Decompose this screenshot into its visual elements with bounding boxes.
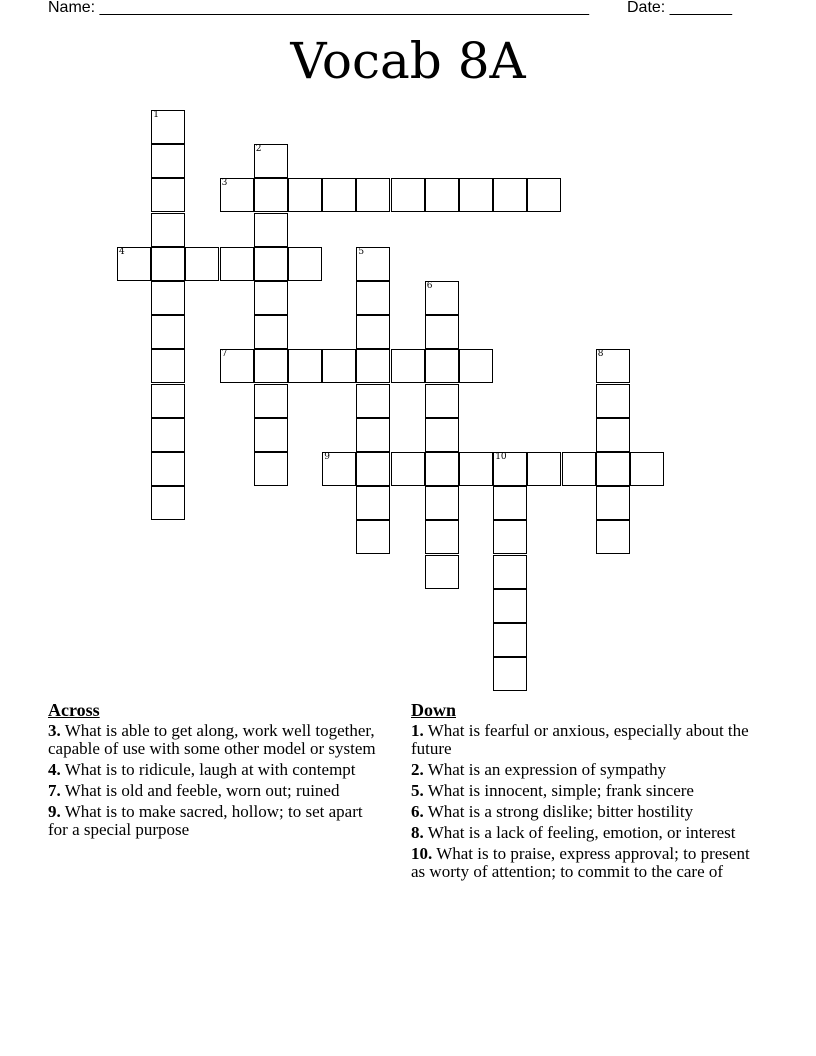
crossword-cell[interactable] <box>151 486 185 520</box>
crossword-cell[interactable] <box>254 418 288 452</box>
crossword-cell[interactable] <box>459 349 493 383</box>
clue-down-6 <box>411 803 766 821</box>
crossword-cell[interactable] <box>527 452 561 486</box>
clue-text: What is to ridicule, laugh at with contempt <box>64 760 356 779</box>
crossword-cell[interactable] <box>151 110 185 144</box>
crossword-cell[interactable] <box>151 144 185 178</box>
crossword-cell[interactable] <box>425 349 459 383</box>
cell-number: 2 <box>255 144 262 155</box>
cell-number: 1 <box>153 110 159 120</box>
crossword-cell[interactable] <box>391 452 425 486</box>
crossword-cell[interactable] <box>322 349 356 383</box>
crossword-cell[interactable] <box>425 178 459 212</box>
crossword-cell[interactable] <box>220 178 254 212</box>
crossword-cell[interactable] <box>356 520 390 554</box>
clue-across-4 <box>48 761 383 779</box>
crossword-cell[interactable] <box>151 349 185 383</box>
crossword-cell[interactable] <box>220 247 254 281</box>
crossword-cell[interactable] <box>493 623 527 657</box>
crossword-cell[interactable] <box>391 349 425 383</box>
crossword-cell[interactable] <box>254 452 288 486</box>
clue-down-10 <box>411 845 766 881</box>
clue-text: What is to praise, express approval; to present as worty of attention; to commit to the care of <box>411 844 750 881</box>
clue-number: 4. <box>48 760 61 779</box>
date-field-label: Date: _______ <box>627 0 732 16</box>
clue-text: What is an expression of sympathy <box>427 760 667 779</box>
crossword-cell[interactable] <box>493 657 527 691</box>
clue-down-8 <box>411 824 766 842</box>
crossword-cell[interactable] <box>493 452 527 486</box>
cell-number: 10 <box>495 452 507 462</box>
crossword-cell[interactable] <box>254 178 288 212</box>
clue-text: What is able to get along, work well together, capable of use with some other model or system <box>48 721 376 758</box>
cell-number: 3 <box>221 178 228 189</box>
crossword-cell[interactable] <box>425 555 459 589</box>
crossword-cell[interactable] <box>391 178 425 212</box>
crossword-cell[interactable] <box>356 486 390 520</box>
clue-across-7 <box>48 782 383 800</box>
clue-down-1 <box>411 722 766 758</box>
clue-text: What is innocent, simple; frank sincere <box>427 781 694 800</box>
crossword-cell[interactable] <box>356 315 390 349</box>
cell-number: 4 <box>119 246 125 257</box>
clue-text: What is old and feeble, worn out; ruined <box>64 781 340 800</box>
clue-text: What is to make sacred, hollow; to set apart for a special purpose <box>48 802 363 839</box>
clue-number: 1. <box>411 721 424 740</box>
crossword-cell[interactable] <box>493 178 527 212</box>
across-heading: Across <box>48 700 100 720</box>
cell-number: 6 <box>426 281 433 291</box>
crossword-cell[interactable] <box>596 486 630 520</box>
crossword-cell[interactable] <box>425 486 459 520</box>
clue-number: 6. <box>411 802 424 821</box>
crossword-cell[interactable] <box>254 144 288 178</box>
crossword-cell[interactable] <box>254 315 288 349</box>
crossword-cell[interactable] <box>425 452 459 486</box>
clue-text: What is fearful or anxious, especially about the future <box>411 721 749 758</box>
crossword-cell[interactable] <box>356 247 390 281</box>
clue-down-5 <box>411 782 766 800</box>
crossword-cell[interactable] <box>425 384 459 418</box>
crossword-cell[interactable] <box>151 247 185 281</box>
crossword-cell[interactable] <box>356 384 390 418</box>
crossword-cell[interactable] <box>459 452 493 486</box>
cell-number: 9 <box>324 452 330 462</box>
clue-number: 7. <box>48 781 61 800</box>
crossword-cell[interactable] <box>596 520 630 554</box>
crossword-cell[interactable] <box>527 178 561 212</box>
crossword-cell[interactable] <box>425 418 459 452</box>
down-clues <box>411 701 766 884</box>
crossword-cell[interactable] <box>220 349 254 383</box>
crossword-cell[interactable] <box>596 349 630 383</box>
crossword-cell[interactable] <box>254 247 288 281</box>
crossword-cell[interactable] <box>562 452 596 486</box>
crossword-cell[interactable] <box>288 247 322 281</box>
clue-number: 3. <box>48 721 61 740</box>
crossword-cell[interactable] <box>288 178 322 212</box>
across-clues <box>48 701 383 842</box>
crossword-cell[interactable] <box>254 281 288 315</box>
page-title: Vocab 8A <box>290 32 526 90</box>
crossword-cell[interactable] <box>493 520 527 554</box>
crossword-cell[interactable] <box>596 384 630 418</box>
crossword-cell[interactable] <box>425 520 459 554</box>
cell-number: 5 <box>358 246 365 257</box>
crossword-cell[interactable] <box>425 281 459 315</box>
crossword-cell[interactable] <box>151 213 185 247</box>
clue-number: 8. <box>411 823 424 842</box>
crossword-cell[interactable] <box>630 452 664 486</box>
down-heading: Down <box>411 700 457 720</box>
crossword-cell[interactable] <box>117 247 151 281</box>
crossword-cell[interactable] <box>151 418 185 452</box>
crossword-cell[interactable] <box>356 281 390 315</box>
crossword-cell[interactable] <box>151 178 185 212</box>
clue-text: What is a lack of feeling, emotion, or interest <box>427 823 736 842</box>
crossword-cell[interactable] <box>493 555 527 589</box>
crossword-cell[interactable] <box>151 452 185 486</box>
crossword-cell[interactable] <box>356 418 390 452</box>
crossword-cell[interactable] <box>459 178 493 212</box>
crossword-cell[interactable] <box>151 315 185 349</box>
crossword-cell[interactable] <box>596 418 630 452</box>
name-field-label: Name: _______________________________________________________ <box>48 0 589 16</box>
crossword-cell[interactable] <box>322 178 356 212</box>
crossword-cell[interactable] <box>254 384 288 418</box>
clue-down-2 <box>411 761 766 779</box>
crossword-cell[interactable] <box>151 384 185 418</box>
clue-number: 10. <box>411 844 433 863</box>
clue-across-9 <box>48 803 383 839</box>
clue-number: 2. <box>411 760 424 779</box>
crossword-cell[interactable] <box>151 281 185 315</box>
crossword-cell[interactable] <box>425 315 459 349</box>
clue-across-3 <box>48 722 383 758</box>
crossword-cell[interactable] <box>596 452 630 486</box>
crossword-cell[interactable] <box>356 178 390 212</box>
clue-number: 9. <box>48 802 61 821</box>
crossword-cell[interactable] <box>185 247 219 281</box>
clue-text: What is a strong dislike; bitter hostility <box>427 802 694 821</box>
crossword-cell[interactable] <box>493 486 527 520</box>
crossword-cell[interactable] <box>254 213 288 247</box>
crossword-cell[interactable] <box>288 349 322 383</box>
crossword-cell[interactable] <box>356 349 390 383</box>
crossword-cell[interactable] <box>356 452 390 486</box>
crossword-cell[interactable] <box>254 349 288 383</box>
crossword-cell[interactable] <box>322 452 356 486</box>
clue-number: 5. <box>411 781 424 800</box>
cell-number: 7 <box>221 349 228 360</box>
crossword-cell[interactable] <box>493 589 527 623</box>
cell-number: 8 <box>597 349 604 360</box>
